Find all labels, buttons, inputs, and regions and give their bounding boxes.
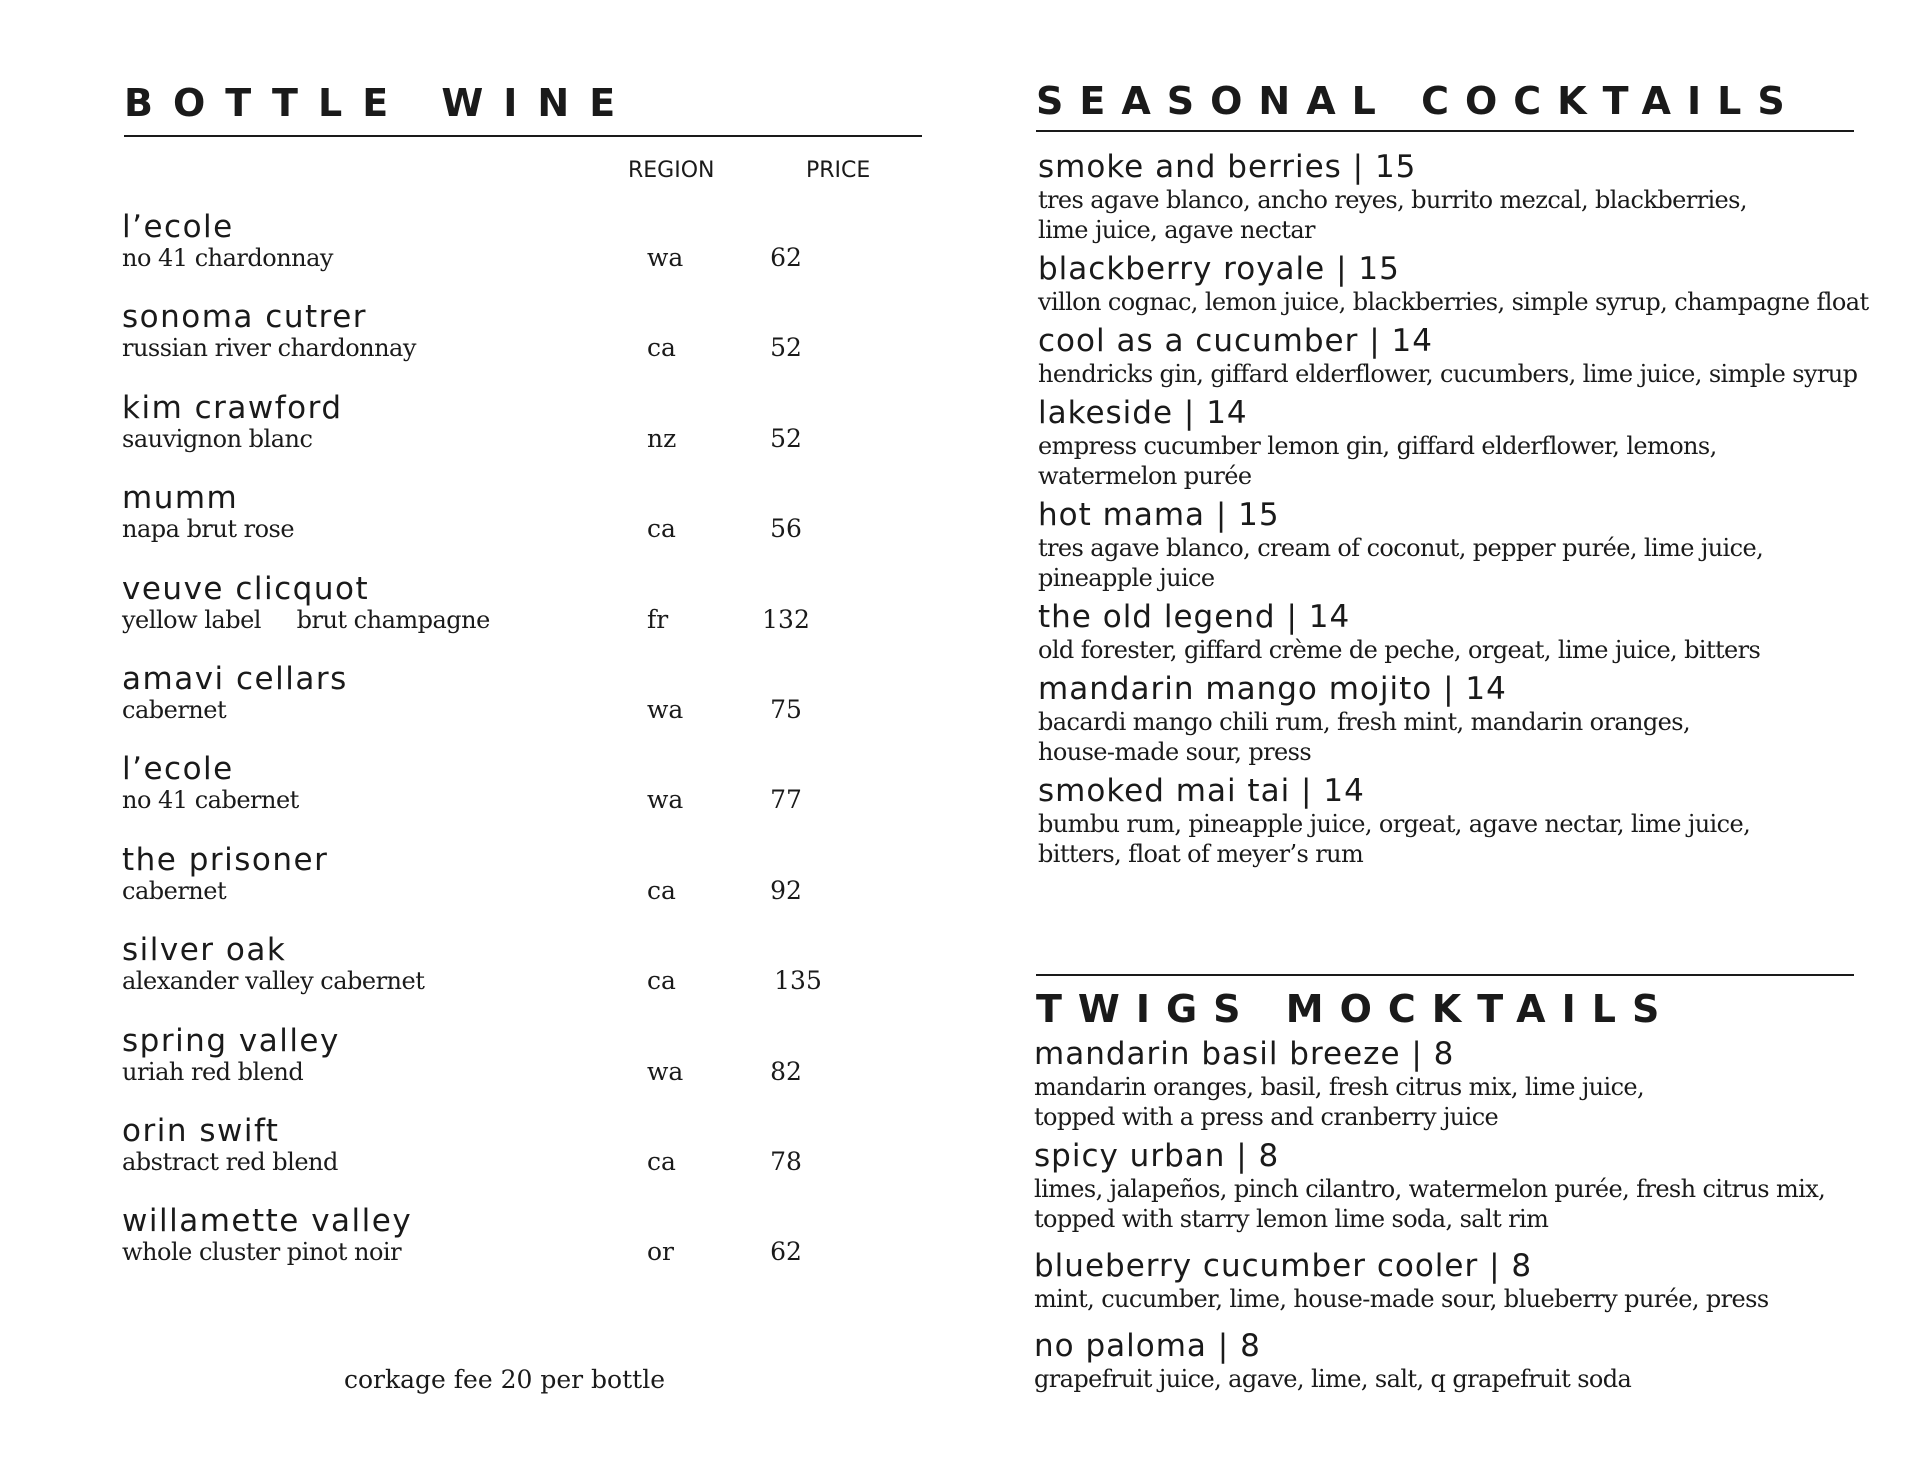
cocktail-ingredients: bumbu rum, pineapple juice, orgeat, agave nectar, lime juice, [1038,810,1751,838]
wine-description: no 41 chardonnay [122,244,333,272]
cocktail-item [1038,395,1878,491]
wine-region: wa [647,1056,684,1086]
wine-name: sonoma cutrer [122,299,368,336]
wine-description: yellow label brut champagne [122,605,490,634]
wine-region: wa [647,785,684,815]
cocktail-name: smoked mai tai | 14 [1038,773,1365,809]
cocktail-ingredients: house-made sour, press [1038,738,1312,766]
wine-region: wa [647,694,684,724]
wine-description: cabernet [122,876,227,905]
wine-item [122,391,882,481]
wine-item [122,481,882,571]
wine-description: uriah red blend [122,1057,304,1086]
cocktail-list [1038,149,1878,869]
wine-price: 82 [770,1056,802,1086]
wine-region: ca [647,1146,676,1176]
bottle-wine-heading: BOTTLE WINE [124,81,636,125]
wine-name: orin swift [122,1112,280,1149]
wine-item [122,662,882,752]
wine-item [122,1024,882,1114]
mocktail-ingredients: mint, cucumber, lime, house-made sour, blueberry purée, press [1034,1285,1769,1313]
wine-item [122,572,882,662]
cocktail-item [1038,599,1878,665]
wine-price: 62 [770,1237,802,1267]
twigs-mocktails-heading: TWIGS MOCKTAILS [1036,987,1676,1031]
cocktail-name: the old legend | 14 [1038,599,1351,635]
wine-name: spring valley [122,1022,340,1059]
wine-name: amavi cellars [122,660,348,697]
wine-description: abstract red blend [122,1147,338,1176]
wine-region: or [647,1237,675,1267]
wine-item [122,210,882,300]
wine-description: cabernet [122,695,227,724]
seasonal-cocktails-heading: SEASONAL COCKTAILS [1036,79,1801,123]
wine-price: 92 [770,875,802,905]
cocktail-item [1038,773,1878,869]
mocktail-ingredients: limes, jalapeños, pinch cilantro, watermelon purée, fresh citrus mix, [1034,1175,1826,1203]
cocktail-ingredients: empress cucumber lemon gin, giffard elderflower, lemons, [1038,432,1717,460]
divider [124,135,922,137]
wine-price: 52 [770,423,802,453]
wine-region: ca [647,966,676,996]
wine-region: fr [647,604,669,634]
cocktail-ingredients: bitters, float of meyer’s rum [1038,840,1364,868]
wine-price: 62 [770,243,802,272]
wine-name: veuve clicquot [122,570,370,607]
wine-list [122,210,882,1295]
cocktail-ingredients: tres agave blanco, cream of coconut, pepper purée, lime juice, [1038,534,1764,562]
mocktail-list [1034,1036,1874,1394]
cocktail-ingredients: watermelon purée [1038,462,1252,490]
cocktail-item [1038,149,1878,245]
mocktail-ingredients: topped with starry lemon lime soda, salt rim [1034,1205,1549,1233]
mocktail-name: blueberry cucumber cooler | 8 [1034,1248,1533,1284]
mocktail-item [1034,1036,1874,1132]
wine-price: 77 [770,785,802,815]
cocktail-ingredients: hendricks gin, giffard elderflower, cucumbers, lime juice, simple syrup [1038,360,1858,388]
cocktail-name: blackberry royale | 15 [1038,251,1400,287]
wine-price: 56 [770,514,802,544]
wine-name: kim crawford [122,389,343,426]
wine-region: ca [647,333,676,363]
cocktail-item [1038,671,1878,767]
wine-price: 75 [770,694,802,724]
wine-region: wa [647,243,684,272]
mocktail-name: spicy urban | 8 [1034,1138,1280,1174]
wine-price: 78 [770,1146,802,1176]
mocktail-item [1034,1138,1874,1234]
cocktail-item [1038,497,1878,593]
mocktail-item [1034,1248,1874,1314]
cocktail-ingredients: old forester, giffard crème de peche, orgeat, lime juice, bitters [1038,636,1761,664]
wine-description: whole cluster pinot noir [122,1238,402,1267]
mocktail-name: no paloma | 8 [1034,1328,1261,1364]
wine-item [122,752,882,842]
wine-description: alexander valley cabernet [122,967,425,996]
corkage-note: corkage fee 20 per bottle [344,1365,665,1394]
divider [1036,974,1854,976]
cocktail-name: hot mama | 15 [1038,497,1280,533]
cocktail-ingredients: tres agave blanco, ancho reyes, burrito mezcal, blackberries, [1038,186,1747,214]
region-column-header: REGION [628,158,715,183]
wine-description: sauvignon blanc [122,424,313,453]
wine-name: l’ecole [122,209,234,245]
wine-region: ca [647,514,676,544]
wine-description: russian river chardonnay [122,334,416,363]
cocktail-ingredients: bacardi mango chili rum, fresh mint, mandarin oranges, [1038,708,1691,736]
wine-region: nz [647,423,677,453]
wine-name: willamette valley [122,1203,413,1240]
price-column-header: PRICE [806,158,871,183]
cocktail-name: mandarin mango mojito | 14 [1038,671,1507,707]
cocktail-ingredients: lime juice, agave nectar [1038,216,1315,244]
wine-price: 132 [762,604,810,634]
mocktail-item [1034,1328,1874,1394]
cocktail-name: lakeside | 14 [1038,395,1248,431]
cocktail-item [1038,251,1878,317]
wine-name: the prisoner [122,841,329,878]
wine-item [122,843,882,933]
mocktail-ingredients: topped with a press and cranberry juice [1034,1103,1499,1131]
wine-item [122,1204,882,1294]
wine-description: no 41 cabernet [122,786,299,815]
wine-name: mumm [122,480,239,517]
wine-item [122,1114,882,1204]
mocktail-name: mandarin basil breeze | 8 [1034,1036,1455,1072]
mocktail-ingredients: grapefruit juice, agave, lime, salt, q grapefruit soda [1034,1365,1632,1393]
mocktail-ingredients: mandarin oranges, basil, fresh citrus mix, lime juice, [1034,1073,1645,1101]
cocktail-ingredients: pineapple juice [1038,564,1215,592]
wine-region: ca [647,875,676,905]
divider [1036,130,1854,132]
wine-price: 135 [774,966,822,996]
wine-price: 52 [770,333,802,363]
wine-description: napa brut rose [122,515,295,544]
cocktail-item [1038,323,1878,389]
cocktail-name: cool as a cucumber | 14 [1038,323,1433,359]
cocktail-name: smoke and berries | 15 [1038,149,1417,185]
wine-item [122,933,882,1023]
cocktail-ingredients: villon cognac, lemon juice, blackberries, simple syrup, champagne float [1038,288,1869,316]
wine-item [122,300,882,390]
wine-name: l’ecole [122,751,234,788]
wine-name: silver oak [122,932,287,969]
